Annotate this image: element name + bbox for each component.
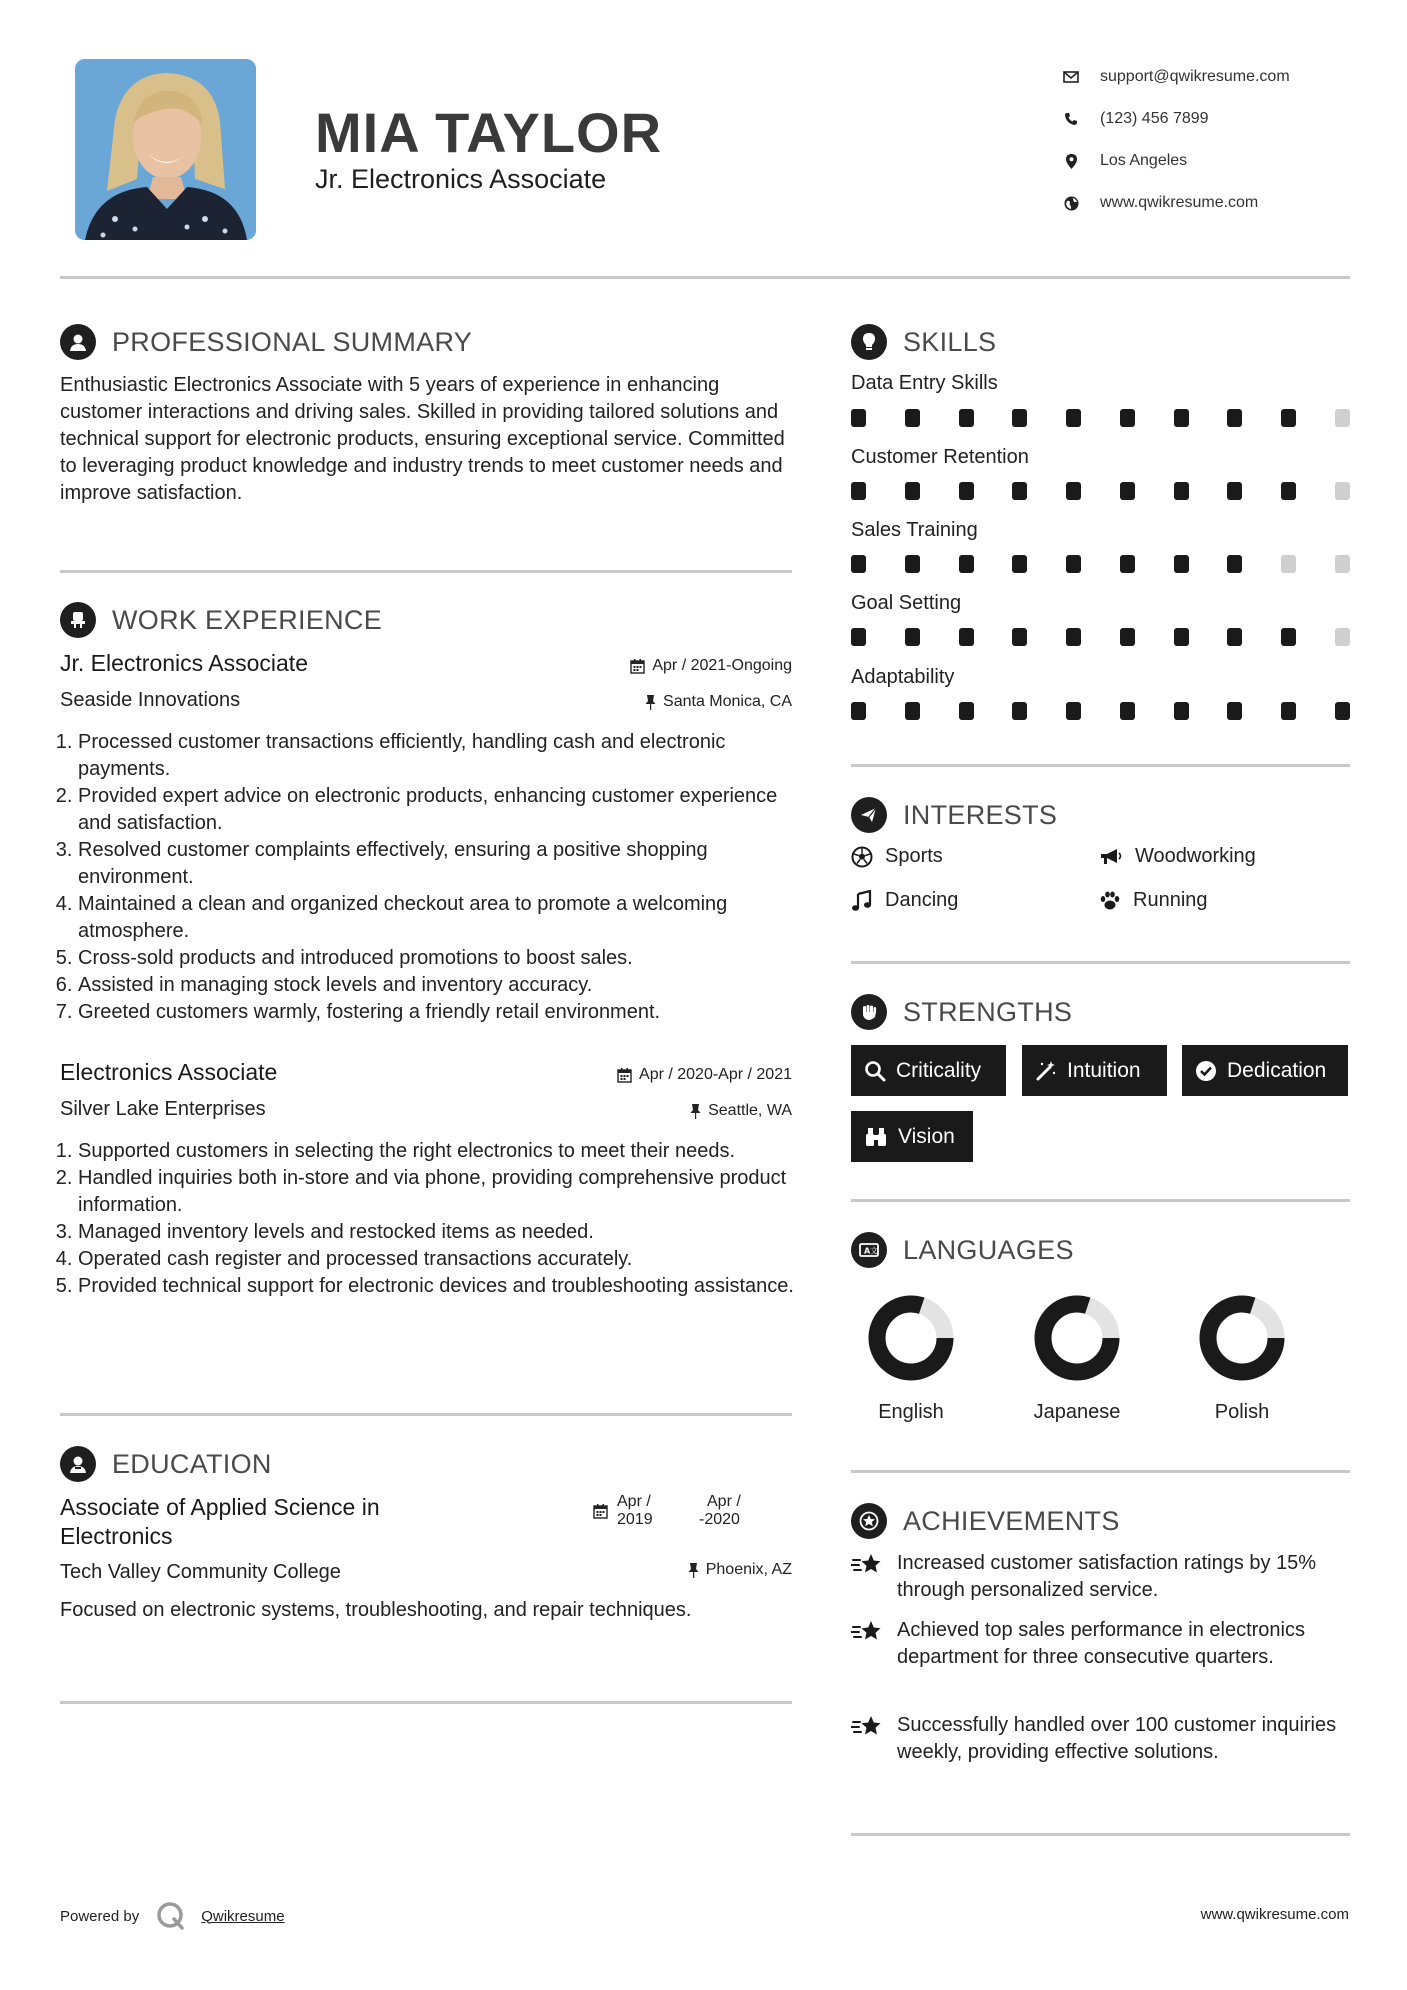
- languages-heading: [851, 1230, 1074, 1270]
- strength-label: Intuition: [1067, 1058, 1141, 1082]
- skill-dot-filled: [1012, 555, 1027, 573]
- education-degree-line-2: Electronics: [60, 1523, 173, 1549]
- job-1-dates-text: Apr / 2021-Ongoing: [652, 657, 792, 674]
- achievements-heading: [851, 1501, 1120, 1541]
- summary-title: PROFESSIONAL SUMMARY: [112, 326, 473, 357]
- skill-dot-filled: [1281, 409, 1296, 427]
- skill-dot-filled: [1120, 409, 1135, 427]
- skill-dot-filled: [959, 482, 974, 500]
- skill-name: Customer Retention: [851, 446, 1029, 468]
- soccer-ball-icon: [851, 846, 873, 868]
- brand-link[interactable]: Qwikresume: [201, 1907, 285, 1925]
- education-start-year: 2019: [617, 1511, 653, 1528]
- language-label: Japanese: [1033, 1401, 1121, 1423]
- skill-dot-filled: [1120, 555, 1135, 573]
- education-end-month: Apr /: [707, 1493, 741, 1510]
- contact-website[interactable]: [1062, 182, 1392, 224]
- skill-dot-filled: [905, 702, 920, 720]
- strength-label: Criticality: [896, 1058, 982, 1082]
- map-pin-icon: [1062, 152, 1080, 170]
- contact-block: [1062, 56, 1392, 224]
- skill-dot-filled: [905, 409, 920, 427]
- skill-dot-empty: [1335, 555, 1350, 573]
- shooting-star-icon: [851, 1714, 883, 1740]
- globe-icon: [1062, 194, 1080, 212]
- skill-dot-filled: [1066, 555, 1081, 573]
- contact-location: [1062, 140, 1392, 182]
- skill-dot-filled: [1335, 702, 1350, 720]
- interest-label: Running: [1133, 889, 1208, 911]
- skill-dot-empty: [1335, 628, 1350, 646]
- skill-dot-filled: [1012, 702, 1027, 720]
- job-2-location: [690, 1102, 792, 1120]
- contact-location-text: Los Angeles: [1100, 152, 1188, 169]
- skill-dot-filled: [851, 409, 866, 427]
- education-dates: [593, 1493, 741, 1529]
- education-end-year: -2020: [699, 1511, 740, 1528]
- strengths-heading: [851, 992, 1072, 1032]
- skill-rating: [851, 555, 1350, 573]
- skill-dot-filled: [1227, 702, 1242, 720]
- job-1-bullet: 4. Maintained a clean and organized checkout area to promote a welcoming atmosphere.: [78, 891, 800, 945]
- job-2-title: Electronics Associate: [60, 1059, 278, 1085]
- skill-dot-filled: [1066, 482, 1081, 500]
- strength-tag: [1182, 1045, 1348, 1096]
- skill-dot-filled: [959, 409, 974, 427]
- job-1-location-text: Santa Monica, CA: [663, 693, 792, 710]
- interest-label: Sports: [885, 845, 943, 867]
- candidate-title: Jr. Electronics Associate: [315, 164, 607, 194]
- language-label: English: [878, 1401, 944, 1423]
- skill-dot-filled: [905, 555, 920, 573]
- education-heading: [60, 1444, 272, 1484]
- skill-dot-filled: [959, 628, 974, 646]
- skill-dot-filled: [905, 628, 920, 646]
- summary-heading: [60, 322, 472, 362]
- skill-name: Adaptability: [851, 666, 955, 688]
- footer-powered-by: [60, 1900, 285, 1932]
- job-1-bullet: 5. Cross-sold products and introduced promotions to boost sales.: [78, 945, 800, 972]
- achievement-item: [851, 1617, 1351, 1671]
- skill-dot-filled: [1012, 482, 1027, 500]
- interests-divider: [851, 961, 1350, 964]
- interest-running: [1099, 889, 1208, 912]
- interest-label: Woodworking: [1135, 845, 1256, 867]
- skill-dot-filled: [1281, 628, 1296, 646]
- skill-dot-filled: [1227, 409, 1242, 427]
- language-icon: [851, 1232, 887, 1268]
- check-circle-icon: [1195, 1060, 1217, 1082]
- language-donut: [1197, 1293, 1287, 1383]
- skill-dot-filled: [1227, 482, 1242, 500]
- skill-name: Sales Training: [851, 519, 978, 541]
- achievement-text: Increased customer satisfaction ratings by 15% through personalized service.: [897, 1552, 1317, 1601]
- job-2-location-text: Seattle, WA: [708, 1102, 792, 1119]
- job-2-bullet: 5. Provided technical support for electronic devices and troubleshooting assistance.: [78, 1273, 800, 1300]
- education-degree-line-1: Associate of Applied Science in: [60, 1494, 380, 1520]
- contact-phone-text: (123) 456 7899: [1100, 110, 1209, 127]
- job-1-company: Seaside Innovations: [60, 689, 241, 711]
- header-divider: [60, 276, 1350, 279]
- skill-dot-filled: [1174, 482, 1189, 500]
- achievements-title: ACHIEVEMENTS: [903, 1505, 1120, 1536]
- magic-wand-icon: [1035, 1060, 1057, 1082]
- skill-dot-filled: [851, 555, 866, 573]
- interests-heading: [851, 795, 1057, 835]
- graduate-icon: [60, 1446, 96, 1482]
- shooting-star-icon: [851, 1552, 883, 1578]
- skill-dot-filled: [1120, 702, 1135, 720]
- education-degree: [60, 1493, 380, 1551]
- star-badge-icon: [851, 1503, 887, 1539]
- job-1-bullets: [60, 729, 800, 1026]
- music-note-icon: [851, 890, 873, 912]
- skill-rating: [851, 702, 1350, 720]
- pushpin-icon: [688, 1563, 699, 1578]
- contact-email[interactable]: [1062, 56, 1392, 98]
- job-2-bullet: 4. Operated cash register and processed transactions accurately.: [78, 1246, 800, 1273]
- job-2-bullet: 3. Managed inventory levels and restocked items as needed.: [78, 1219, 800, 1246]
- achievement-text: Achieved top sales performance in electronics department for three consecutive quarters.: [897, 1619, 1305, 1668]
- pushpin-icon: [690, 1104, 701, 1119]
- calendar-icon: [630, 659, 645, 674]
- achievement-item: [851, 1712, 1351, 1766]
- candidate-name: MIA TAYLOR: [315, 101, 663, 164]
- envelope-icon: [1062, 68, 1080, 86]
- pushpin-icon: [645, 695, 656, 710]
- skill-dot-filled: [851, 482, 866, 500]
- education-description: Focused on electronic systems, troubleshooting, and repair techniques.: [60, 1599, 692, 1621]
- svg-text:A: A: [864, 1246, 871, 1256]
- skill-name: Data Entry Skills: [851, 372, 998, 394]
- skill-dot-filled: [1174, 409, 1189, 427]
- education-school: Tech Valley Community College: [60, 1561, 341, 1583]
- language-label: Polish: [1214, 1401, 1270, 1423]
- bullhorn-icon: [1099, 846, 1123, 868]
- lightbulb-icon: [851, 324, 887, 360]
- job-2-dates-text: Apr / 2020-Apr / 2021: [639, 1066, 792, 1083]
- job-1-dates: [630, 657, 792, 675]
- skill-rating: [851, 482, 1350, 500]
- paw-icon: [1099, 890, 1121, 912]
- paper-plane-icon: [851, 797, 887, 833]
- languages-divider: [851, 1470, 1350, 1473]
- skill-dot-filled: [1012, 409, 1027, 427]
- skill-dot-filled: [1174, 555, 1189, 573]
- skill-dot-filled: [959, 702, 974, 720]
- achievement-item: [851, 1550, 1351, 1604]
- interest-label: Dancing: [885, 889, 959, 911]
- contact-phone[interactable]: [1062, 98, 1392, 140]
- binoculars-icon: [864, 1126, 888, 1148]
- phone-icon: [1062, 110, 1080, 128]
- interest-woodworking: [1099, 845, 1256, 868]
- skill-dot-filled: [1281, 702, 1296, 720]
- skill-dot-filled: [1227, 555, 1242, 573]
- skill-dot-filled: [851, 702, 866, 720]
- skills-title: SKILLS: [903, 326, 997, 357]
- search-icon: [864, 1060, 886, 1082]
- skill-dot-filled: [1227, 628, 1242, 646]
- contact-website-text: www.qwikresume.com: [1100, 194, 1259, 211]
- job-1-bullet: 7. Greeted customers warmly, fostering a friendly retail environment.: [78, 999, 800, 1026]
- job-2-company: Silver Lake Enterprises: [60, 1098, 266, 1120]
- profile-photo: [75, 59, 256, 240]
- skill-dot-filled: [1066, 628, 1081, 646]
- education-location: [688, 1561, 792, 1579]
- job-2-bullet: 2. Handled inquiries both in-store and via phone, providing comprehensive product information.: [78, 1165, 800, 1219]
- job-2-bullet: 1. Supported customers in selecting the right electronics to meet their needs.: [78, 1138, 800, 1165]
- svg-text:文: 文: [870, 1246, 878, 1256]
- contact-email-text: support@qwikresume.com: [1100, 68, 1290, 85]
- education-start-month: Apr /: [617, 1493, 651, 1510]
- calendar-icon: [593, 1504, 608, 1519]
- education-title: EDUCATION: [112, 1448, 272, 1479]
- education-location-text: Phoenix, AZ: [705, 1561, 792, 1578]
- qwikresume-logo-icon: [155, 1900, 187, 1932]
- skill-dot-filled: [905, 482, 920, 500]
- skills-heading: [851, 322, 996, 362]
- skill-dot-empty: [1335, 482, 1350, 500]
- skill-dot-filled: [1012, 628, 1027, 646]
- job-2-dates: [617, 1066, 792, 1084]
- skills-divider: [851, 764, 1350, 767]
- job-1-bullet: 3. Resolved customer complaints effectively, ensuring a positive shopping environment.: [78, 837, 800, 891]
- skill-dot-filled: [1066, 702, 1081, 720]
- skill-dot-filled: [851, 628, 866, 646]
- strength-label: Dedication: [1227, 1058, 1327, 1082]
- calendar-icon: [617, 1068, 632, 1083]
- strength-tag: [851, 1045, 1006, 1096]
- language-donut: [1032, 1293, 1122, 1383]
- skill-name: Goal Setting: [851, 592, 962, 614]
- user-icon: [60, 324, 96, 360]
- language-donut: [866, 1293, 956, 1383]
- briefcase-icon: [60, 602, 96, 638]
- skill-dot-filled: [1281, 482, 1296, 500]
- fist-icon: [851, 994, 887, 1030]
- work-heading: [60, 600, 382, 640]
- skill-dot-filled: [1174, 702, 1189, 720]
- skill-dot-empty: [1281, 555, 1296, 573]
- shooting-star-icon: [851, 1619, 883, 1645]
- skill-dot-filled: [1174, 628, 1189, 646]
- strengths-title: STRENGTHS: [903, 996, 1073, 1027]
- job-1-bullet: 2. Provided expert advice on electronic products, enhancing customer experience and satisfaction.: [78, 783, 800, 837]
- languages-title: LANGUAGES: [903, 1234, 1074, 1265]
- achievements-divider: [851, 1833, 1350, 1836]
- job-1-bullet: 6. Assisted in managing stock levels and inventory accuracy.: [78, 972, 800, 999]
- job-1-title: Jr. Electronics Associate: [60, 650, 308, 676]
- skill-rating: [851, 628, 1350, 646]
- strengths-divider: [851, 1199, 1350, 1202]
- achievement-text: Successfully handled over 100 customer inquiries weekly, providing effective solutions.: [897, 1714, 1337, 1763]
- skill-dot-empty: [1335, 409, 1350, 427]
- summary-divider: [60, 570, 792, 573]
- job-1-location: [645, 693, 792, 711]
- interest-sports: [851, 845, 943, 868]
- skill-dot-filled: [1120, 482, 1135, 500]
- job-1-bullet: 1. Processed customer transactions efficiently, handling cash and electronic payments.: [78, 729, 800, 783]
- interest-dancing: [851, 889, 958, 912]
- skill-rating: [851, 409, 1350, 427]
- footer-website[interactable]: www.qwikresume.com: [1200, 1906, 1349, 1923]
- strength-tag: [851, 1111, 973, 1162]
- interests-title: INTERESTS: [903, 799, 1058, 830]
- skill-dot-filled: [959, 555, 974, 573]
- work-divider: [60, 1413, 792, 1416]
- education-divider: [60, 1701, 792, 1704]
- strength-label: Vision: [898, 1124, 955, 1148]
- powered-by-text: Powered by: [60, 1907, 140, 1925]
- work-title: WORK EXPERIENCE: [112, 604, 383, 635]
- job-2-bullets: [60, 1138, 800, 1300]
- summary-text: Enthusiastic Electronics Associate with 5 years of experience in enhancing customer interactions and driving sales. Skilled in providing tailored solutions and technical support for electronic products, ensuring exceptional service. Committed to leveraging product knowledge and industry trends to meet customer needs and improve satisfaction.: [60, 374, 785, 504]
- skill-dot-filled: [1066, 409, 1081, 427]
- strength-tag: [1022, 1045, 1167, 1096]
- skill-dot-filled: [1120, 628, 1135, 646]
